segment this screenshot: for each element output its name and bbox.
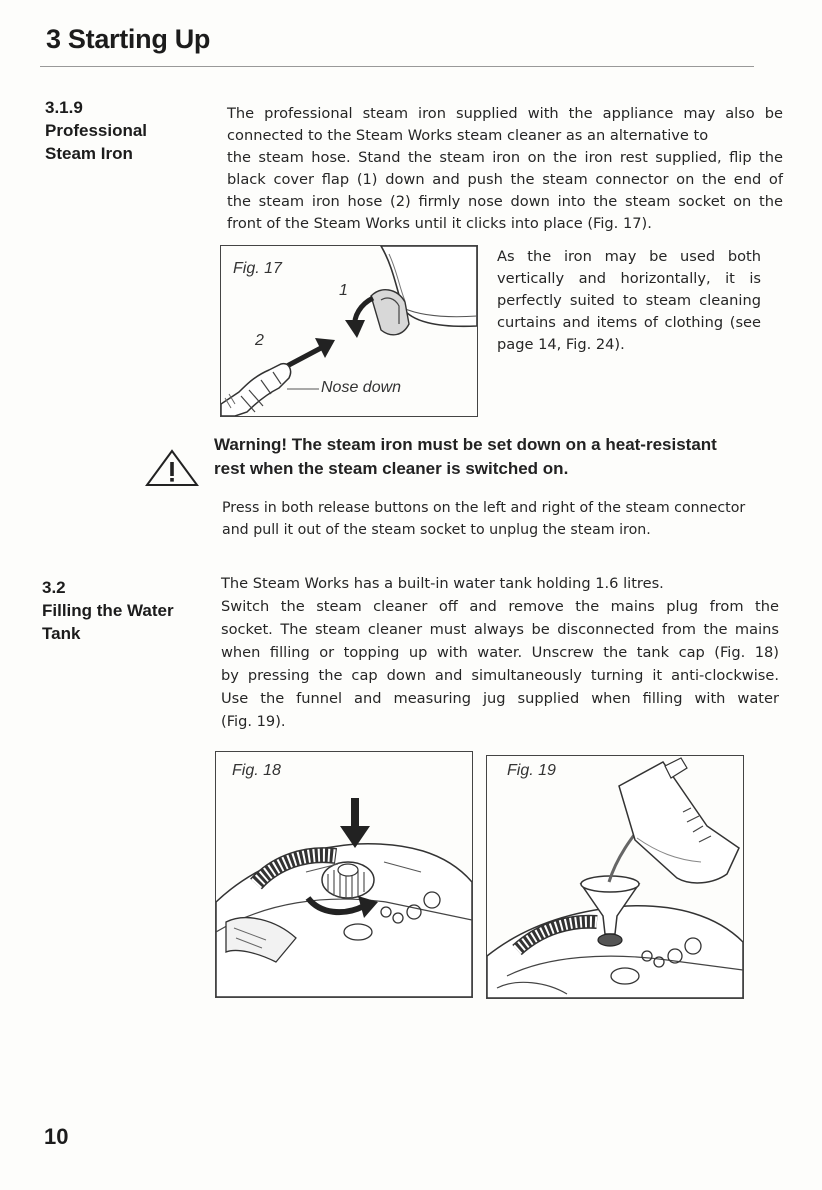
paragraph-line: connected to the Steam Works steam cleaner as an alternative to [227, 127, 709, 144]
paragraph-line: black cover flap (1) down and push the steam connector on the end of [227, 171, 783, 188]
paragraph-line: the steam hose. Stand the steam iron on the iron rest supplied, flip the [227, 149, 783, 166]
paragraph-line: The professional steam iron supplied with the appliance may also be [227, 105, 783, 122]
section-title-line: Professional [45, 121, 148, 140]
paragraph-line: socket. The steam cleaner must always be disconnected from the mains [221, 621, 779, 638]
figure-marker-1: 1 [339, 282, 348, 299]
paragraph-line: As the iron may be used both [497, 248, 761, 265]
section-title-line: Steam Iron [45, 144, 133, 163]
paragraph-line: when filling or topping up with water. Unscrew the tank cap (Fig. 18) [221, 644, 779, 661]
section-number: 3.2 [42, 578, 66, 597]
funnel-filling-illustration [487, 756, 743, 998]
figure-19 [486, 755, 744, 999]
section-title-line: Tank [42, 624, 81, 643]
warning-message [214, 433, 717, 481]
page-number: 10 [44, 1124, 69, 1149]
paragraph-line: perfectly suited to steam cleaning [497, 292, 761, 309]
figure-label: Fig. 19 [507, 762, 556, 779]
section-title-line: Filling the Water [42, 601, 174, 620]
paragraph-line: vertically and horizontally, it is [497, 270, 761, 287]
section-heading-3-1-9 [45, 96, 147, 165]
warning-line: rest when the steam cleaner is switched on. [214, 459, 569, 478]
unplug-paragraph [222, 497, 786, 541]
water-tank-paragraph [221, 572, 779, 733]
figure-label: Fig. 17 [233, 260, 282, 277]
paragraph-line: (Fig. 19). [221, 713, 286, 730]
header-rule [40, 66, 754, 67]
figure-caption: Nose down [321, 379, 402, 396]
section-heading-3-2 [42, 576, 174, 645]
section-number: 3.1.9 [45, 98, 83, 117]
paragraph-line: the steam iron hose (2) firmly nose down into the steam socket on the [227, 193, 783, 210]
paragraph-line: by pressing the cap down and simultaneously turning it anti-clockwise. [221, 667, 779, 684]
warning-icon [144, 448, 200, 488]
paragraph-line: curtains and items of clothing (see [497, 314, 761, 331]
tank-cap-illustration [216, 752, 472, 997]
paragraph-line: page 14, Fig. 24). [497, 336, 625, 353]
figure-18 [215, 751, 473, 998]
paragraph-line: Use the funnel and measuring jug supplied when filling with water [221, 690, 779, 707]
paragraph-line: Switch the steam cleaner off and remove the mains plug from the [221, 598, 779, 615]
iron-usage-text [497, 246, 761, 356]
paragraph-line: Press in both release buttons on the left and right of the steam connector [222, 500, 746, 516]
figure-marker-2: 2 [255, 332, 264, 349]
paragraph-line: The Steam Works has a built-in water tank holding 1.6 litres. [221, 575, 664, 592]
paragraph-line: and pull it out of the steam socket to unplug the steam iron. [222, 522, 651, 538]
figure-17 [220, 245, 478, 417]
warning-line: Warning! The steam iron must be set down on a heat-resistant [214, 435, 717, 454]
steam-iron-paragraph [227, 103, 783, 235]
chapter-title: 3 Starting Up [46, 24, 211, 54]
figure-label: Fig. 18 [232, 762, 281, 779]
paragraph-line: front of the Steam Works until it clicks into place (Fig. 17). [227, 215, 652, 232]
